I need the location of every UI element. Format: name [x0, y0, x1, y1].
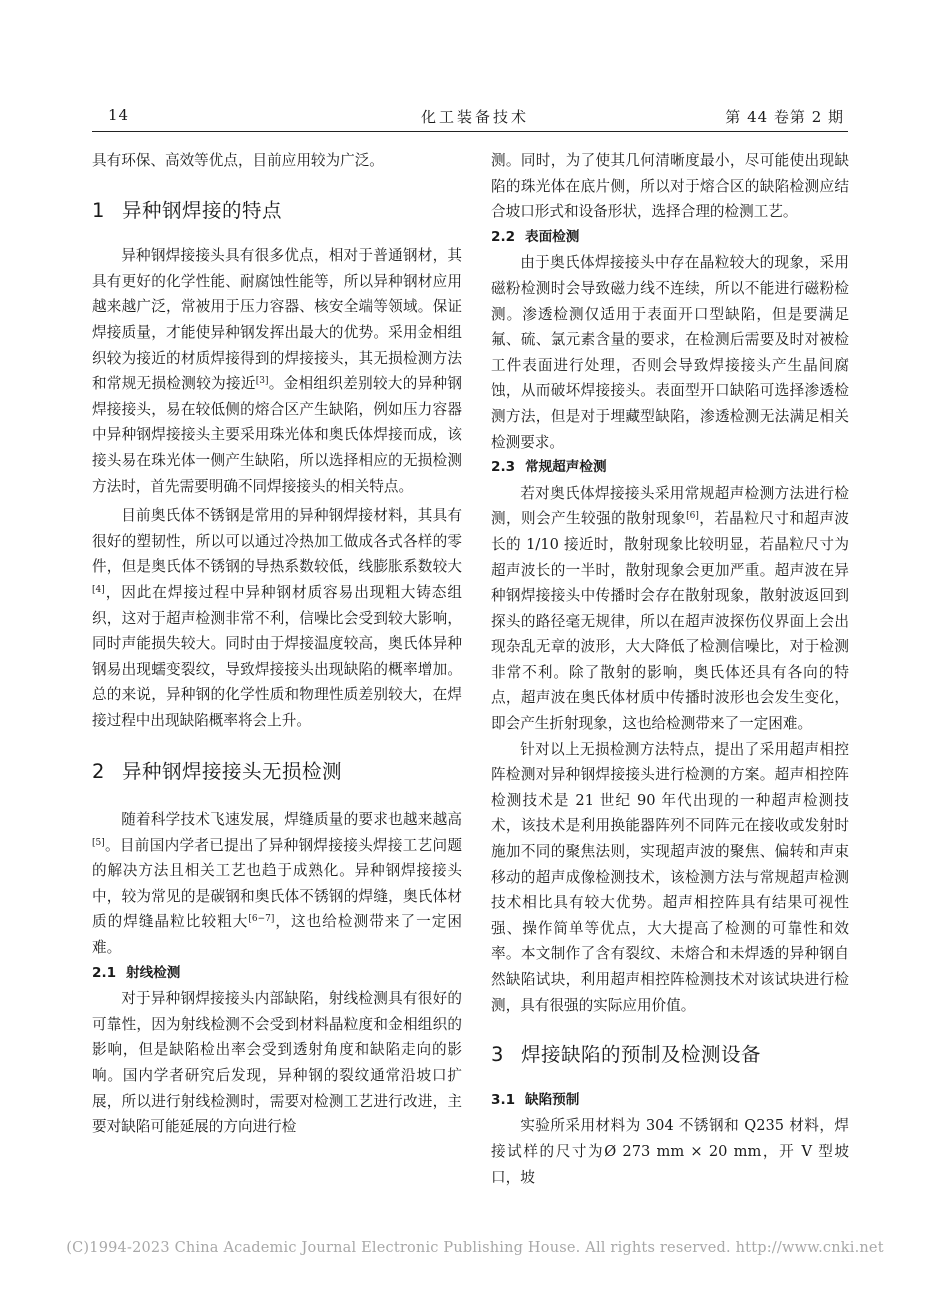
subsection-number: 2.1	[92, 964, 117, 981]
section-1-paragraph-2	[92, 503, 462, 733]
intro-tail-paragraph: 具有环保、高效等优点，目前应用较为广泛。	[92, 152, 384, 169]
citation-ref: [4]	[92, 584, 105, 595]
subsection-2-3-paragraph-1	[491, 481, 849, 737]
paragraph-text: 随着科学技术飞速发展，焊缝质量的要求也越来越高	[121, 811, 462, 829]
subsection-title: 表面检测	[525, 228, 580, 245]
paragraph-text: ，若晶粒尺寸和超声波长的 1/10 接近时，散射现象比较明显，若晶粒尺寸为超声波长的一半时，散射现象会更加严重。超声波在异种钢焊接接头中传播时会存在散射现象，散射波返回到探头的路径毫无规律，所以在超声波探伤仪界面上会出现杂乱无章的波形，大大降低了检测信噪比，对于检测非常不利。除了散射的影响，奥氏体还具有各向的特点，超声波在奥氏体材质中传播时波形也会发生变化，即会产生折射现象，这也给检测带来了一定困难。	[491, 510, 849, 733]
paragraph-text: ，因此在焊接过程中异种钢材质容易出现粗大铸态组织，这对于超声检测非常不利，信噪比会受到较大影响，同时声能损失较大。同时由于焊接温度较高，奥氏体异种钢易出现蠕变裂纹，导致焊接接头出现缺陷的概率增加。总的来说，异种钢的化学性质和物理性质差别较大，在焊接过程中出现缺陷概率将会上升。	[92, 583, 462, 729]
section-title: 异种钢焊接的特点	[122, 198, 283, 222]
paragraph-text: 。目前国内学者已提出了异种钢焊接接头焊接工艺问题的解决方法且相关工艺也趋于成熟化。异种钢焊接接头中，较为常见的是碳钢和奥氏体不锈钢的焊缝，奥氏体材质的焊缝晶粒比较粗大	[92, 836, 462, 931]
paragraph-text: 目前奥氏体不锈钢是常用的异种钢焊接材料，其具有很好的塑韧性，所以可以通过冷热加工做成各式各样的零件，但是奥氏体不锈钢的导热系数较低，线膨胀系数较大	[92, 507, 462, 576]
issue-info: 第 44 卷第 2 期	[725, 108, 844, 126]
section-1-paragraph-1	[92, 243, 462, 499]
paragraph-text: 。金相组织差别较大的异种钢焊接接头，易在较低侧的熔合区产生缺陷，例如压力容器中异种钢焊接接头主要采用珠光体和奥氏体焊接而成，该接头易在珠光体一侧产生缺陷，所以选择相应的无损检测方法时，首先需要明确不同焊接接头的相关特点。	[92, 375, 462, 495]
copyright-footer: (C)1994-2023 China Academic Journal Electronic Publishing House. All rights reserved. http://www.cnki.net	[66, 1240, 884, 1256]
section-1-heading	[92, 198, 462, 224]
subsection-title: 常规超声检测	[525, 459, 607, 476]
subsection-2-2-paragraph: 由于奥氏体焊接接头中存在晶粒较大的现象，采用磁粉检测时会导致磁力线不连续，所以不能进行磁粉检测。渗透检测仅适用于表面开口型缺陷，但是要满足氟、硫、氯元素含量的要求，在检测后需要及时对被检工件表面进行处理，否则会导致焊接接头产生晶间腐蚀，从而破坏焊接接头。表面型开口缺陷可选择渗透检测方法，但是对于埋藏型缺陷，渗透检测无法满足相关检测要求。	[491, 254, 849, 451]
subsection-2-2-heading	[491, 225, 849, 251]
subsection-2-3-paragraph-2: 针对以上无损检测方法特点，提出了采用超声相控阵检测对异种钢焊接接头进行检测的方案。超声相控阵检测技术是 21 世纪 90 年代出现的一种超声检测技术，该技术是利用换能器阵列不同阵元在接收或发射时施加不同的聚焦法则，实现超声波的聚焦、偏转和声束移动的超声成像检测技术，该检测方法与常规超声检测技术相比具有较大优势。超声相控阵具有结果可视性强、操作简单等优点，大大提高了检测的可靠性和效率。本文制作了含有裂纹、未熔合和未焊透的异种钢自然缺陷试块，利用超声相控阵检测技术对该试块进行检测，具有很强的实际应用价值。	[491, 740, 849, 1014]
section-title: 焊接缺陷的预制及检测设备	[521, 1043, 762, 1067]
subsection-2-1-heading	[92, 961, 462, 987]
subsection-number: 3.1	[491, 1091, 516, 1108]
section-2-paragraph-1	[92, 807, 462, 961]
subsection-2-1-continued: 测。同时，为了使其几何清晰度最小，尽可能使出现缺陷的珠光体在底片侧，所以对于熔合区的缺陷检测应结合坡口形式和设备形状，选择合理的检测工艺。	[491, 152, 849, 221]
section-title: 异种钢焊接接头无损检测	[122, 760, 343, 784]
citation-ref: [6]	[686, 511, 699, 522]
section-number: 2	[92, 760, 105, 784]
citation-ref: [5]	[92, 837, 105, 848]
page-number: 14	[108, 106, 130, 124]
citation-ref: [3]	[255, 376, 269, 387]
paragraph-text: ，这也给检测带来了一定困难。	[92, 913, 462, 957]
citation-ref: [6−7]	[248, 914, 275, 925]
subsection-title: 射线检测	[126, 964, 181, 981]
section-number: 1	[92, 198, 105, 222]
header-rule	[92, 131, 848, 132]
subsection-3-1-heading	[491, 1088, 849, 1114]
subsection-number: 2.3	[491, 459, 516, 476]
subsection-title: 缺陷预制	[525, 1091, 580, 1108]
paragraph-text: 异种钢焊接接头具有很多优点，相对于普通钢材，其具有更好的化学性能、耐腐蚀性能等，所以异种钢材应用越来越广泛，常被用于压力容器、核安全端等领域。保证焊接质量，才能使异种钢发挥出最大的优势。采用金相组织较为接近的材质焊接得到的焊接接头，其无损检测方法和常规无损检测较为接近	[92, 247, 462, 393]
section-2-heading	[92, 759, 462, 785]
left-column	[92, 148, 462, 1140]
paragraph-text: 若对奥氏体焊接接头采用常规超声检测方法进行检测，则会产生较强的散射现象	[491, 484, 849, 528]
subsection-2-1-paragraph: 对于异种钢焊接接头内部缺陷，射线检测具有很好的可靠性，因为射线检测不会受到材料晶粒度和金相组织的影响，但是缺陷检出率会受到透射角度和缺陷走向的影响。国内学者研究后发现，异种钢的裂纹通常沿坡口扩展，所以进行射线检测时，需要对检测工艺进行改进，主要对缺陷可能延展的方向进行检	[92, 990, 462, 1136]
subsection-3-1-paragraph: 实验所采用材料为 304 不锈钢和 Q235 材料，焊接试样的尺寸为Ø 273 mm × 20 mm，开 V 型坡口，坡	[491, 1117, 849, 1186]
subsection-2-3-heading	[491, 455, 849, 481]
journal-title: 化工装备技术	[420, 108, 529, 126]
section-3-heading	[491, 1042, 849, 1068]
right-column	[491, 148, 849, 1190]
subsection-number: 2.2	[491, 228, 516, 245]
section-number: 3	[491, 1043, 504, 1067]
